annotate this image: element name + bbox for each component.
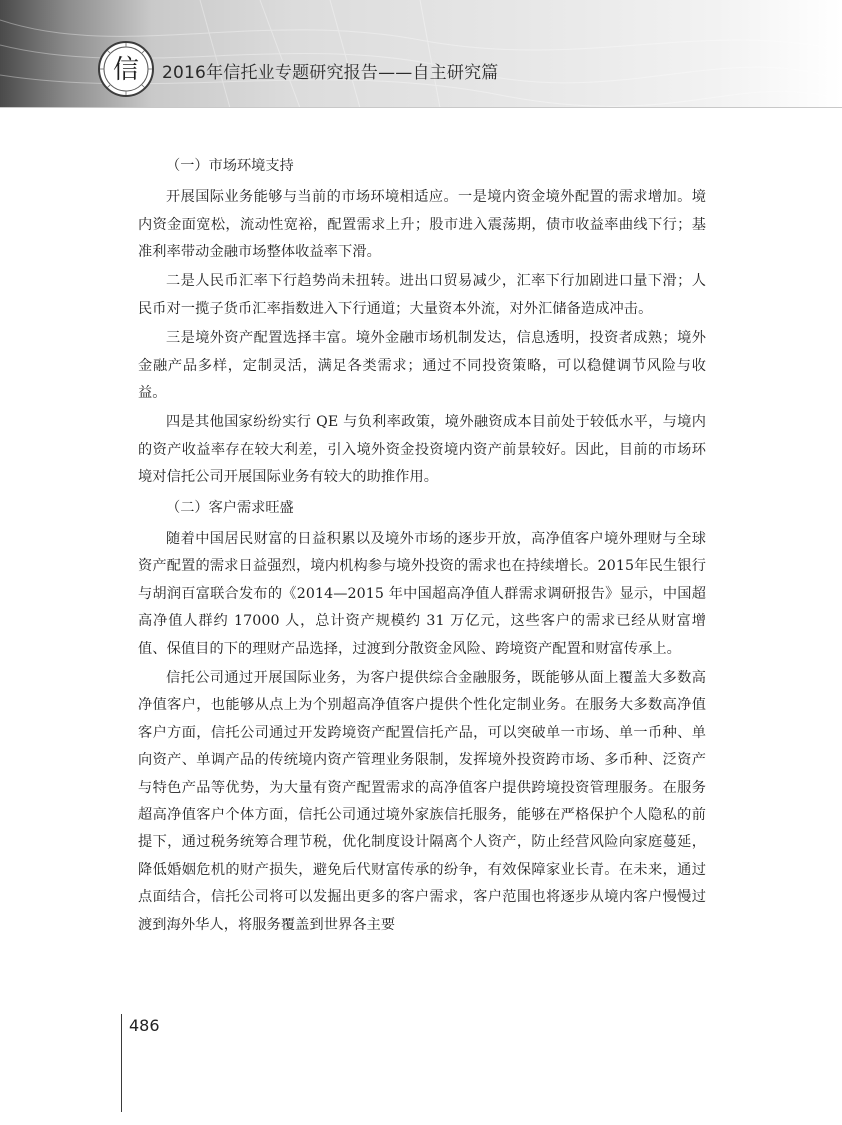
page-header <box>0 0 842 108</box>
paragraph: 三是境外资产配置选择丰富。境外金融市场机制发达，信息透明，投资者成熟；境外金融产品多样，定制灵活，满足各类需求；通过不同投资策略，可以稳健调节风险与收益。 <box>138 330 706 402</box>
section-heading: （二）客户需求旺盛 <box>166 499 294 516</box>
paragraph: 信托公司通过开展国际业务，为客户提供综合金融服务，既能够从面上覆盖大多数高净值客户，也能够从点上为个别超高净值客户提供个性化定制业务。在服务大多数高净值客户方面，信托公司通过开发跨境资产配置信托产品，可以突破单一市场、单一币种、单向资产、单调产品的传统境内资产管理业务限制，发挥境外投资跨市场、多币种、泛资产与特色产品等优势，为大量有资产配置需求的高净值客户提供跨境投资管理服务。在服务超高净值客户个体方面，信托公司通过境外家族信托服务，能够在严格保护个人隐私的前提下，通过税务统筹合理节税，优化制度设计隔离个人资产，防止经营风险向家庭蔓延，降低婚姻危机的财产损失，避免后代财富传承的纷争，有效保障家业长青。在未来，通过点面结合，信托公司将可以发掘出更多的客户需求，客户范围也将逐步从境内客户慢慢过渡到海外华人，将服务覆盖到世界各主要 <box>138 669 706 933</box>
logo-glyph: 信 <box>112 55 140 85</box>
section-heading: （一）市场环境支持 <box>166 158 294 174</box>
page-number: 486 <box>129 1016 160 1035</box>
paragraph: 开展国际业务能够与当前的市场环境相适应。一是境内资金境外配置的需求增加。境内资金面宽松，流动性宽裕，配置需求上升；股市进入震荡期，债市收益率曲线下行；基准利率带动金融市场整体收益率下滑。 <box>138 189 706 261</box>
paragraph: 随着中国居民财富的日益积累以及境外市场的逐步开放，高净值客户境外理财与全球资产配置的需求日益强烈，境内机构参与境外投资的需求也在持续增长。2015年民生银行与胡润百富联合发布的《2014—2015 年中国超高净值人群需求调研报告》显示，中国超高净值人群约 17000 人，总计资产规模约 31 万亿元，这些客户的需求已经从财富增值、保值目的下的理财产品选择，过渡到分散资金风险、跨境资产配置和财富传承上。 <box>138 530 706 657</box>
footer-rule <box>121 1014 122 1112</box>
report-title: 2016年信托业专题研究报告——自主研究篇 <box>162 63 499 83</box>
header-divider <box>0 107 842 108</box>
logo-seal <box>97 40 155 98</box>
paragraph: 二是人民币汇率下行趋势尚未扭转。进出口贸易减少，汇率下行加剧进口量下滑；人民币对一揽子货币汇率指数进入下行通道；大量资本外流，对外汇储备造成冲击。 <box>138 273 706 317</box>
paragraph: 四是其他国家纷纷实行 QE 与负利率政策，境外融资成本目前处于较低水平，与境内的资产收益率存在较大利差，引入境外资金投资境内资产前景较好。因此，目前的市场环境对信托公司开展国际业务有较大的助推作用。 <box>138 414 706 486</box>
document-body <box>138 152 706 941</box>
